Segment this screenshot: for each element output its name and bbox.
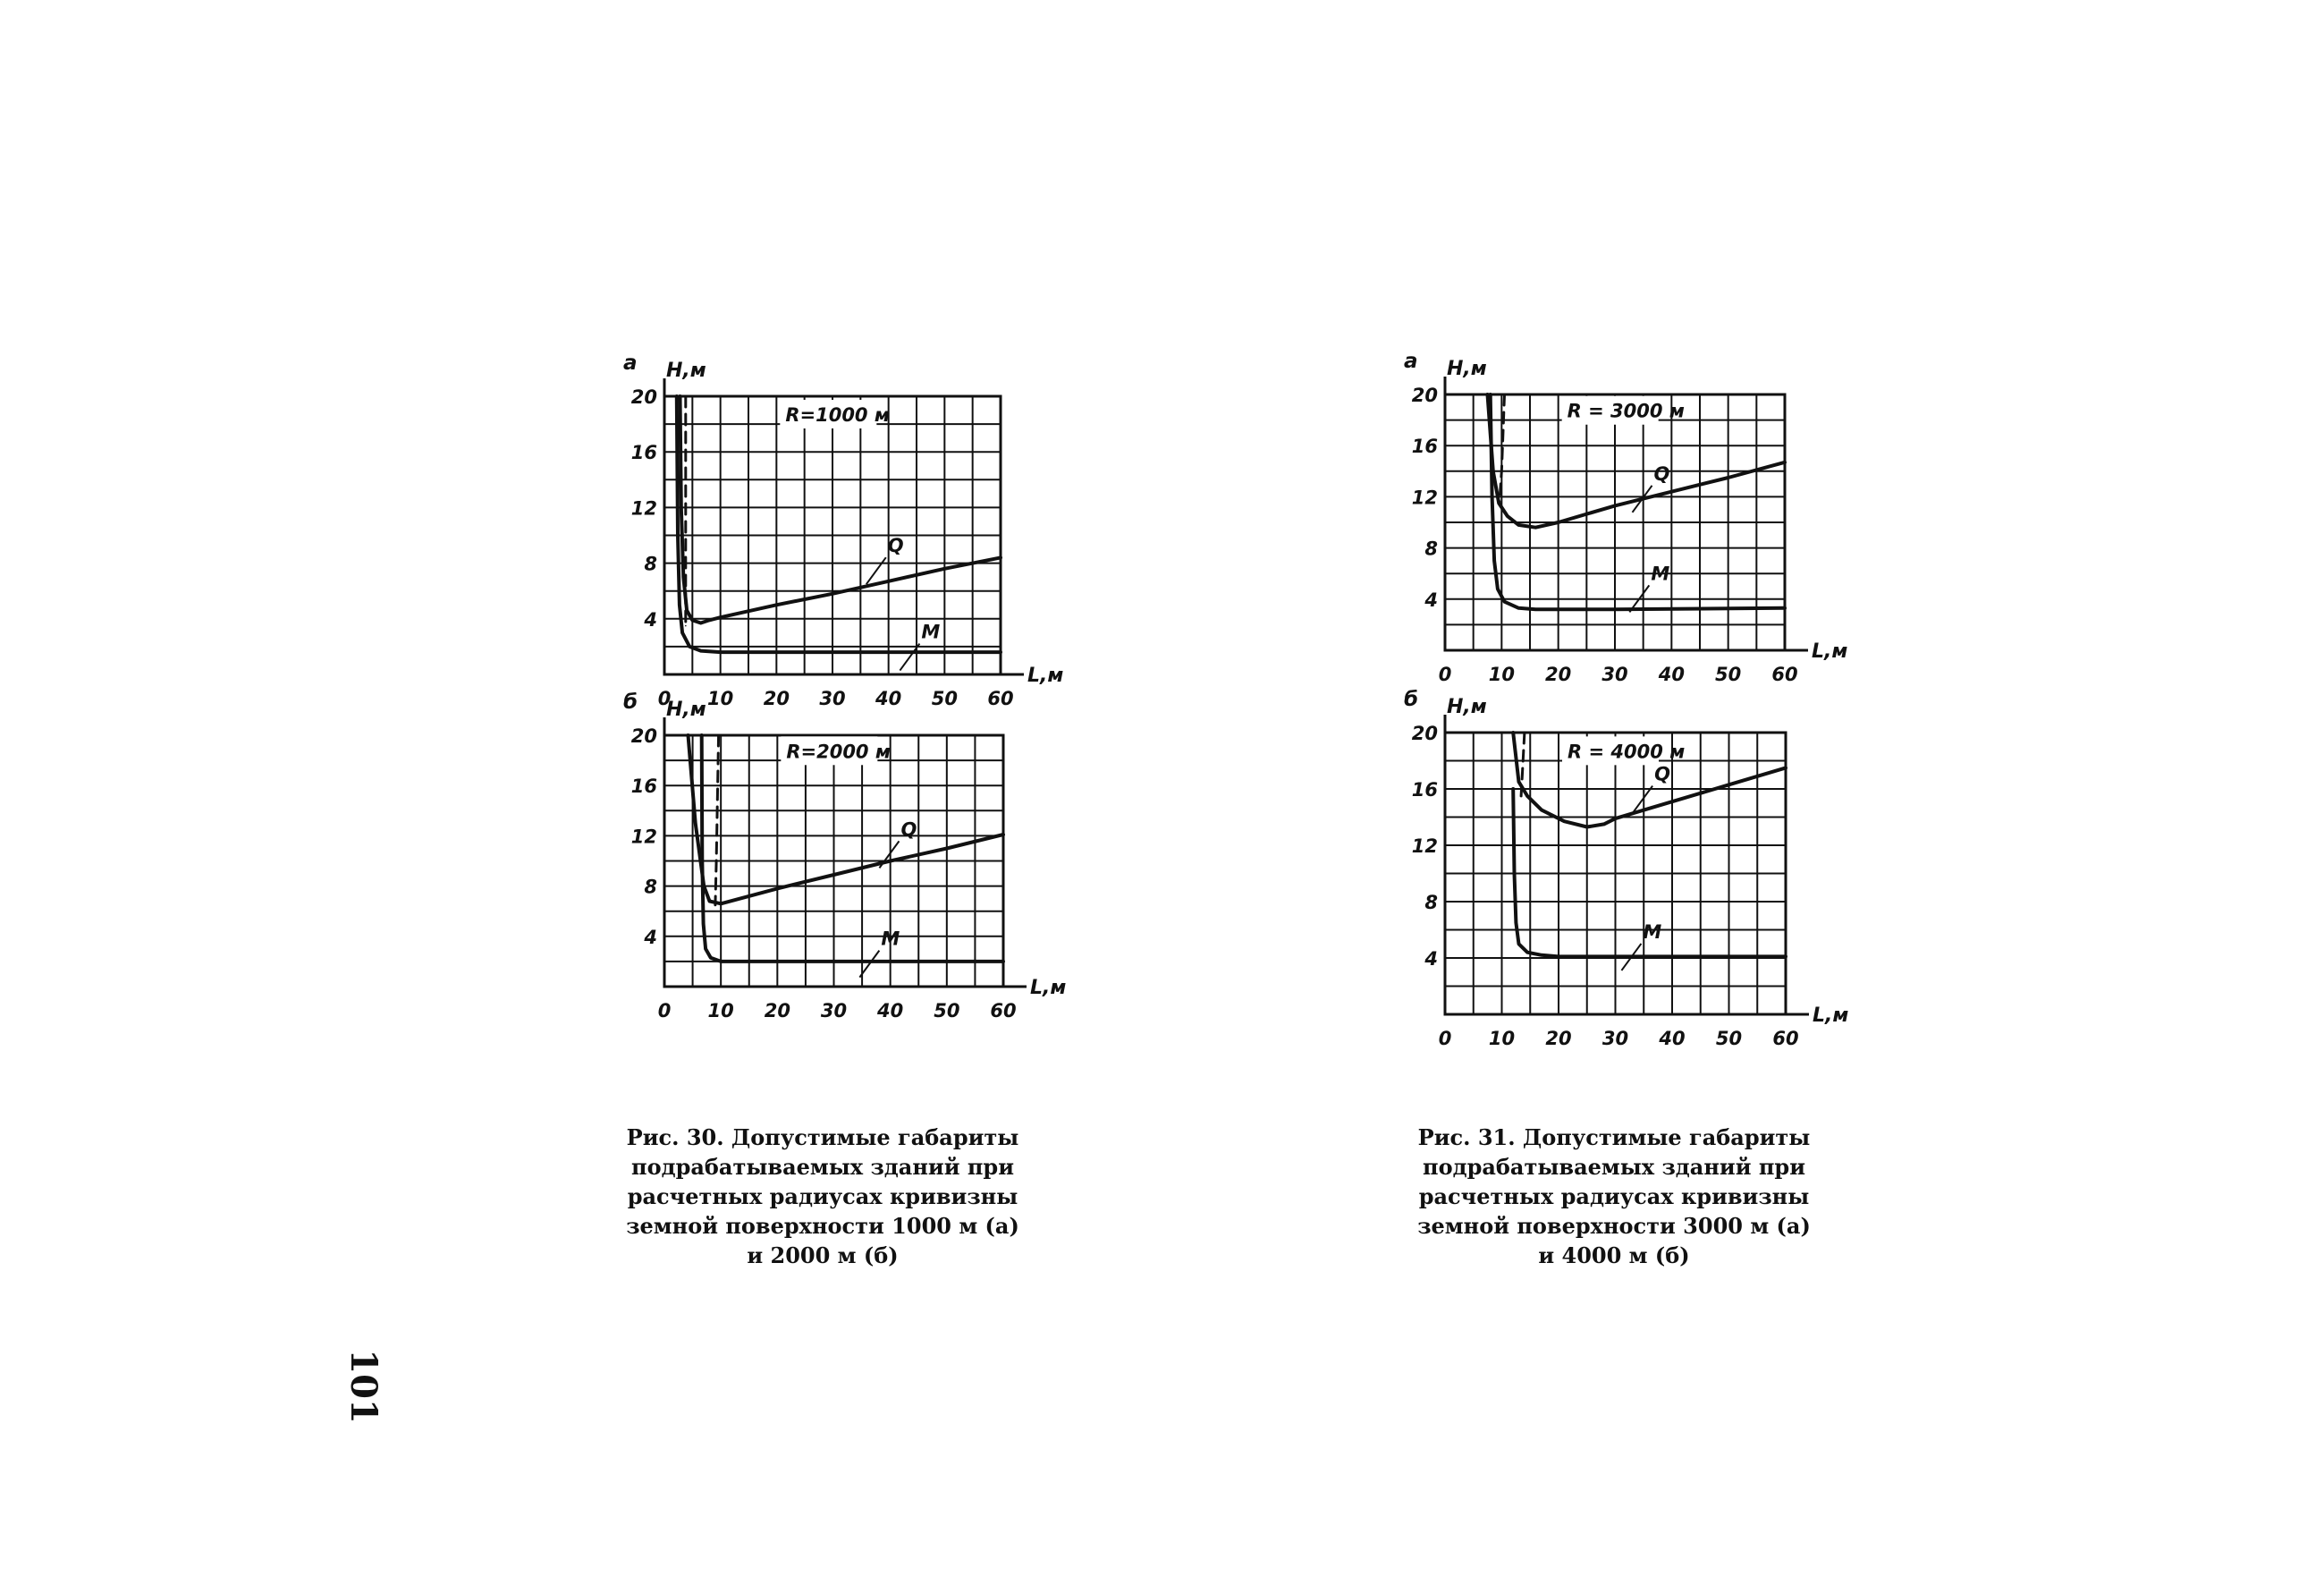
data-point xyxy=(1516,922,1517,924)
data-point xyxy=(1535,527,1537,529)
data-point xyxy=(1504,601,1506,603)
x-tick-label: 0 xyxy=(1438,1028,1452,1049)
data-point xyxy=(1558,956,1559,958)
y-tick-label: 8 xyxy=(644,876,657,898)
panel-label: а xyxy=(623,352,638,375)
curve-label-leader xyxy=(866,557,886,584)
data-point xyxy=(1518,524,1520,526)
data-point xyxy=(680,507,682,509)
caption-line: и 2000 м (б) xyxy=(747,1242,899,1268)
x-tick-label: 20 xyxy=(1545,664,1572,685)
data-point xyxy=(720,961,722,962)
x-tick-label: 0 xyxy=(657,688,672,709)
data-point xyxy=(1558,521,1559,523)
y-axis-label: H,м xyxy=(1447,358,1487,380)
x-tick-label: 60 xyxy=(1772,1028,1799,1049)
data-point xyxy=(677,535,679,537)
data-point xyxy=(685,395,687,397)
data-point xyxy=(685,625,687,627)
caption-line: земной поверхности 3000 м (а) xyxy=(1417,1213,1811,1239)
data-point xyxy=(1492,496,1493,498)
y-tick-label: 12 xyxy=(1411,835,1438,857)
x-tick-label: 60 xyxy=(1771,664,1798,685)
data-point xyxy=(720,651,722,653)
data-point xyxy=(1000,651,1001,653)
data-point xyxy=(1493,560,1495,562)
x-tick-label: 50 xyxy=(1715,1028,1743,1049)
data-point xyxy=(1671,801,1673,802)
data-point xyxy=(833,874,835,876)
data-point xyxy=(692,620,694,622)
data-point xyxy=(718,734,720,736)
data-point xyxy=(683,576,685,578)
data-point xyxy=(1504,394,1506,395)
x-tick-label: 40 xyxy=(1659,1028,1686,1049)
caption-line: и 4000 м (б) xyxy=(1538,1242,1690,1268)
y-tick-label: 8 xyxy=(1424,892,1438,913)
data-point xyxy=(1615,956,1617,958)
x-tick-label: 0 xyxy=(657,1000,672,1021)
chart-fig31a xyxy=(1404,350,1847,685)
data-point xyxy=(944,568,946,570)
data-point xyxy=(776,651,778,653)
x-tick-label: 0 xyxy=(1438,664,1452,685)
plot-title: R = 3000 м xyxy=(1567,400,1685,422)
x-tick-label: 20 xyxy=(764,1000,790,1021)
data-point xyxy=(1541,954,1542,956)
data-point xyxy=(700,650,702,652)
data-point xyxy=(1586,826,1588,828)
data-point xyxy=(1615,818,1617,819)
curve-label: Q xyxy=(1654,763,1670,785)
y-axis-label: H,м xyxy=(666,360,706,382)
data-point xyxy=(946,848,948,850)
data-point xyxy=(709,901,711,903)
data-point xyxy=(888,581,890,582)
data-point xyxy=(681,632,683,634)
data-point xyxy=(676,395,678,397)
x-tick-label: 60 xyxy=(990,1000,1017,1021)
page-number: 101 xyxy=(342,1349,385,1424)
y-axis-label: H,м xyxy=(666,699,706,721)
data-point xyxy=(701,734,703,736)
x-tick-label: 40 xyxy=(877,1000,904,1021)
data-point xyxy=(777,961,779,962)
y-tick-label: 8 xyxy=(1424,538,1438,560)
chart-fig30a xyxy=(623,352,1063,709)
x-axis-label: L,м xyxy=(1813,1004,1849,1027)
panel-label: б xyxy=(623,691,638,714)
x-axis-label: L,м xyxy=(1030,977,1067,999)
y-tick-label: 4 xyxy=(644,608,657,631)
x-tick-label: 30 xyxy=(819,688,846,709)
data-point xyxy=(1512,788,1514,790)
series-line-Q xyxy=(680,396,1001,623)
figure-30-caption xyxy=(590,1123,1055,1270)
x-tick-label: 60 xyxy=(987,688,1014,709)
curve-label: Q xyxy=(887,535,904,557)
data-point xyxy=(1535,608,1537,610)
panel-label: а xyxy=(1404,350,1418,373)
x-tick-label: 40 xyxy=(875,688,902,709)
data-point xyxy=(890,860,892,862)
data-point xyxy=(1614,505,1616,507)
y-tick-label: 12 xyxy=(630,497,657,520)
data-point xyxy=(714,904,716,906)
caption-line: подрабатываемых зданий при xyxy=(1423,1154,1805,1180)
data-point xyxy=(1501,470,1503,472)
data-point xyxy=(703,923,705,925)
x-tick-label: 40 xyxy=(1658,664,1685,685)
data-point xyxy=(1002,961,1004,962)
x-tick-label: 10 xyxy=(707,1000,734,1021)
data-point xyxy=(777,888,779,890)
curve-label-leader xyxy=(879,841,899,868)
data-point xyxy=(1497,589,1499,590)
caption-line: расчетных радиусах кривизны xyxy=(1418,1183,1810,1209)
data-point xyxy=(1614,608,1616,610)
data-point xyxy=(1728,784,1730,785)
caption-line: расчетных радиусах кривизны xyxy=(627,1183,1018,1209)
caption-line: земной поверхности 1000 м (а) xyxy=(626,1213,1019,1239)
series-line-M xyxy=(702,735,1003,962)
caption-line: Рис. 31. Допустимые габариты xyxy=(1417,1124,1811,1150)
y-tick-label: 12 xyxy=(1411,487,1438,509)
data-point xyxy=(702,860,704,862)
data-point xyxy=(1603,824,1605,826)
plot-title: R=1000 м xyxy=(785,403,891,426)
data-point xyxy=(679,604,680,606)
y-tick-label: 16 xyxy=(630,776,657,798)
plot-title: R=2000 м xyxy=(786,741,892,763)
y-tick-label: 16 xyxy=(1411,779,1438,801)
y-tick-label: 20 xyxy=(630,386,657,408)
data-point xyxy=(1526,795,1528,797)
y-tick-label: 20 xyxy=(1411,723,1438,744)
data-point xyxy=(1522,774,1524,776)
chart-fig31b xyxy=(1404,688,1848,1049)
y-axis-label: H,м xyxy=(1447,696,1487,718)
data-point xyxy=(1518,781,1520,783)
data-point xyxy=(715,860,717,862)
data-point xyxy=(1000,557,1001,559)
data-point xyxy=(776,604,778,606)
y-tick-label: 12 xyxy=(630,826,657,848)
data-point xyxy=(1671,491,1673,493)
panel-label: б xyxy=(1404,688,1419,711)
data-point xyxy=(890,961,892,962)
y-tick-label: 4 xyxy=(644,926,657,948)
x-tick-label: 10 xyxy=(1488,1028,1516,1049)
data-point xyxy=(1784,462,1786,463)
x-tick-label: 20 xyxy=(1545,1028,1572,1049)
series-line-M xyxy=(677,396,1001,652)
data-point xyxy=(1499,503,1500,504)
curve-label: M xyxy=(1651,563,1670,585)
data-point xyxy=(1518,943,1520,945)
data-point xyxy=(1784,607,1786,609)
y-tick-label: 4 xyxy=(1424,589,1438,611)
data-point xyxy=(1524,732,1525,733)
x-tick-label: 30 xyxy=(820,1000,848,1021)
figure-31-caption xyxy=(1373,1123,1855,1270)
plot-title: R = 4000 м xyxy=(1568,741,1686,763)
data-point xyxy=(689,646,690,648)
data-point xyxy=(1520,795,1522,797)
x-tick-label: 10 xyxy=(1488,664,1515,685)
x-axis-label: L,м xyxy=(1027,665,1064,687)
data-point xyxy=(720,616,722,618)
y-tick-label: 8 xyxy=(644,553,657,575)
caption-line: Рис. 30. Допустимые габариты xyxy=(626,1124,1019,1150)
x-tick-label: 50 xyxy=(931,688,958,709)
curve-label: M xyxy=(1643,920,1662,943)
data-point xyxy=(1490,394,1492,395)
x-tick-label: 30 xyxy=(1601,1028,1629,1049)
curve-label: M xyxy=(921,621,941,643)
y-tick-label: 20 xyxy=(1411,385,1438,406)
data-point xyxy=(1728,477,1729,479)
data-point xyxy=(1541,809,1542,811)
curve-label: M xyxy=(881,928,900,950)
y-tick-label: 4 xyxy=(1424,948,1438,970)
y-tick-label: 16 xyxy=(1411,436,1438,458)
data-point xyxy=(1514,873,1516,875)
data-point xyxy=(1526,952,1528,954)
data-point xyxy=(720,903,722,904)
data-point xyxy=(1487,394,1489,395)
x-tick-label: 50 xyxy=(1715,664,1742,685)
data-point xyxy=(680,395,681,397)
data-point xyxy=(832,593,833,595)
chart-fig30b xyxy=(623,691,1066,1021)
y-tick-label: 20 xyxy=(630,725,657,747)
data-point xyxy=(1564,820,1566,822)
data-point xyxy=(888,651,890,653)
data-point xyxy=(1785,767,1787,769)
x-axis-label: L,м xyxy=(1812,640,1848,663)
x-tick-label: 50 xyxy=(934,1000,960,1021)
curve-label: Q xyxy=(1653,462,1670,485)
data-point xyxy=(1512,732,1514,733)
curve-label: Q xyxy=(900,818,917,841)
x-tick-label: 20 xyxy=(763,688,790,709)
data-point xyxy=(1002,834,1004,835)
x-tick-label: 30 xyxy=(1601,664,1628,685)
data-point xyxy=(710,957,712,959)
data-point xyxy=(705,948,706,950)
data-point xyxy=(1507,515,1508,517)
series-line-dashed xyxy=(1521,733,1525,796)
x-tick-label: 10 xyxy=(707,688,734,709)
data-point xyxy=(1785,956,1787,958)
data-point xyxy=(708,620,710,622)
data-point xyxy=(695,823,697,825)
caption-line: подрабатываемых зданий при xyxy=(631,1154,1014,1180)
data-point xyxy=(700,623,702,624)
y-tick-label: 16 xyxy=(630,442,657,464)
data-point xyxy=(1518,607,1520,609)
data-point xyxy=(688,734,689,736)
